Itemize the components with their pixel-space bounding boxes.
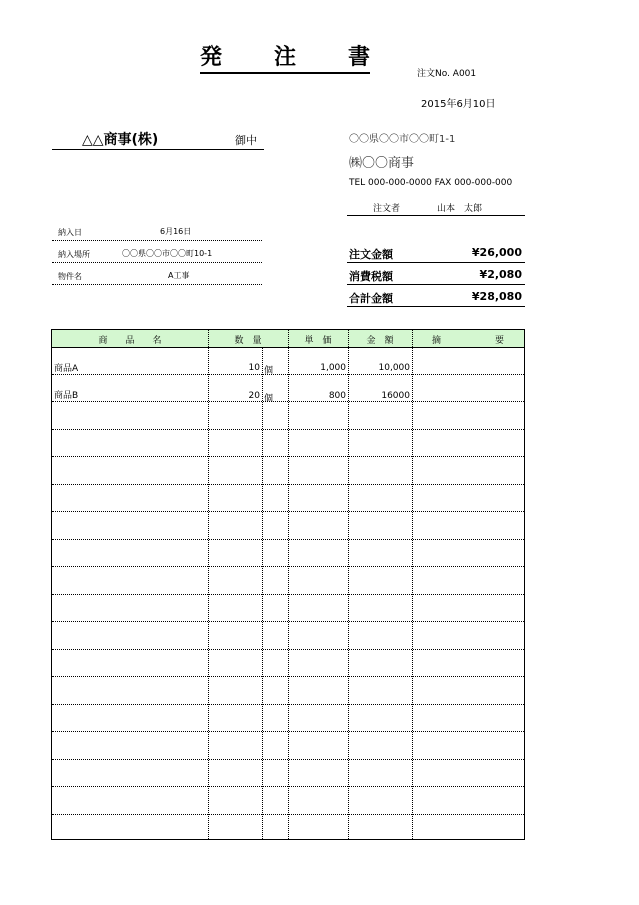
row-divider: [52, 484, 524, 485]
sender-person-name: 山本 太郎: [437, 204, 483, 214]
sender-company: ㈱〇〇商事: [349, 156, 415, 171]
row-2-amount: 16000: [381, 391, 410, 401]
delivery-date-value: 6月16日: [160, 227, 192, 236]
tax-amount-value: ¥2,080: [479, 268, 522, 281]
row-2-product: 商品B: [54, 391, 79, 401]
row-divider: [52, 786, 524, 787]
tax-amount-label: 消費税額: [349, 270, 393, 283]
project-name-label: 物件名: [58, 272, 82, 281]
row-divider: [52, 456, 524, 457]
title-char-2: 注: [273, 44, 296, 70]
delivery-date-label: 納入日: [58, 228, 82, 237]
total-amount-row: [347, 286, 525, 307]
delivery-place-label: 納入場所: [58, 250, 90, 259]
row-divider: [52, 511, 524, 512]
row-1-quantity: 10: [248, 363, 260, 373]
sender-person: [347, 195, 525, 216]
row-divider: [52, 704, 524, 705]
row-divider: [52, 429, 524, 430]
row-divider: [52, 374, 524, 375]
row-2-unit-price: 800: [328, 391, 346, 401]
delivery-place-value: 〇〇県〇〇市〇〇町10-1: [122, 249, 213, 258]
col-divider: [412, 330, 413, 839]
col-divider: [348, 330, 349, 839]
project-name-value: A工事: [168, 271, 190, 280]
sender-address: 〇〇県〇〇市〇〇町1-1: [349, 134, 456, 145]
order-amount-value: ¥26,000: [471, 246, 522, 259]
row-divider: [52, 401, 524, 402]
project-name-row: [52, 264, 262, 285]
row-2-unit: 個: [264, 394, 274, 404]
title-char-1: 発: [200, 44, 223, 70]
row-divider: [52, 594, 524, 595]
header-product: 商 品 名: [98, 336, 162, 346]
row-divider: [52, 566, 524, 567]
col-divider: [288, 330, 289, 839]
row-divider: [52, 649, 524, 650]
order-date: 2015年6月10日: [421, 99, 496, 110]
header-unit-price: 単 価: [304, 336, 332, 346]
row-1-amount: 10,000: [378, 363, 410, 373]
row-divider: [52, 676, 524, 677]
delivery-place-row: [52, 242, 262, 263]
col-divider: [262, 347, 263, 839]
recipient-name: △△商事(株): [82, 132, 159, 148]
row-divider: [52, 731, 524, 732]
row-divider: [52, 814, 524, 815]
row-1-unit-price: 1,000: [320, 363, 346, 373]
recipient-honorific: 御中: [235, 134, 257, 147]
tax-amount-row: [347, 264, 525, 285]
row-1-unit: 個: [264, 366, 274, 376]
row-divider: [52, 539, 524, 540]
row-1-product: 商品A: [54, 364, 79, 374]
delivery-date-row: [52, 220, 262, 241]
header-remarks: 摘 要: [431, 336, 504, 346]
total-amount-value: ¥28,080: [471, 290, 522, 303]
row-2-quantity: 20: [248, 391, 260, 401]
header-amount: 金 額: [366, 336, 394, 346]
row-divider: [52, 759, 524, 760]
total-amount-label: 合計金額: [349, 292, 393, 305]
row-divider: [52, 621, 524, 622]
col-divider: [208, 330, 209, 839]
sender-person-label: 注文者: [373, 204, 401, 214]
header-quantity: 数 量: [234, 336, 262, 346]
document-title: [200, 44, 370, 74]
order-amount-row: [347, 242, 525, 263]
title-char-3: 書: [347, 44, 370, 70]
order-number: 注文No. A001: [417, 69, 477, 79]
items-table: [51, 329, 525, 840]
sender-tel-fax: TEL 000-000-0000 FAX 000-000-000: [349, 178, 513, 188]
order-amount-label: 注文金額: [349, 248, 393, 261]
recipient: [52, 128, 264, 150]
